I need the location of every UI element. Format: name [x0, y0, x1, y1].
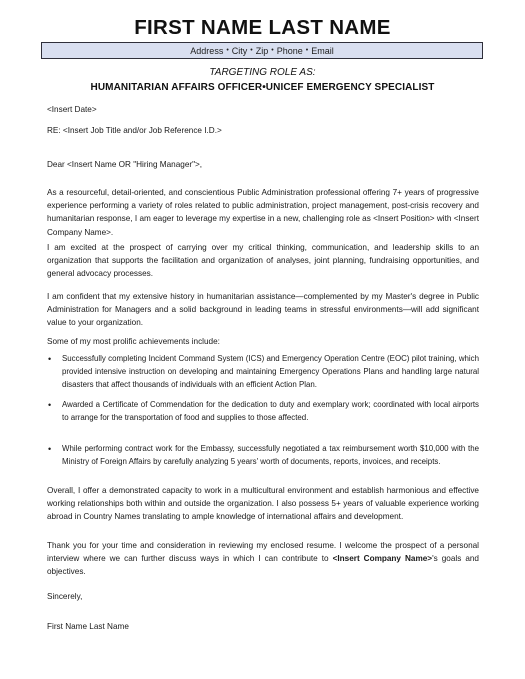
achievement-text: Awarded a Certificate of Commendation for the dedication to duty and exemplary work; coordinated with local airports to arrange for the transportation of food and supplies to those affected.: [62, 400, 479, 422]
contact-phone: Phone: [276, 45, 303, 56]
letter-date: <Insert Date>: [47, 105, 97, 114]
achievement-text: While performing contract work for the Embassy, successfully negotiated a tax reimbursement worth $10,000 with the Ministry of Foreign Affairs by carefully analyzing 5 years' worth of documents, reports, invoices, and receipts.: [62, 444, 479, 466]
achievements-list: [47, 353, 479, 391]
paragraph-overall: Overall, I offer a demonstrated capacity to work in a multicultural environment and establish harmonious and effective working relationships both within and outside the organization. I also possess 5+ years of valuable experience working abroad in Country Names translating to ample knowledge of international affairs and development.: [47, 486, 479, 522]
contact-separator: •: [305, 47, 309, 54]
achievement-text: Successfully completing Incident Command System (ICS) and Emergency Operation Centre (EOC) pilot training, which provided intensive instruction on developing and maintaining Emergency Operations Plans and handling large natural disasters that affect thousands of individuals with an efficient Action Plan.: [62, 354, 479, 389]
contact-email: Email: [311, 45, 334, 56]
contact-separator: •: [250, 47, 253, 54]
bullet-icon: •: [48, 400, 52, 410]
contact-separator: •: [271, 47, 274, 54]
achievement-item: [47, 399, 479, 425]
thank-you-text-end: 's goals and objectives.: [47, 554, 479, 577]
paragraph-thank-you: [47, 539, 479, 579]
achievements-list: [47, 443, 479, 469]
contact-separator: •: [226, 47, 229, 54]
paragraph-skills: I am excited at the prospect of carrying over my critical thinking, communication, and leadership skills to an organization that supports the facilitation and organization of analyses, joint planning, fundraising opportunities, and general advocacy processes.: [47, 243, 479, 279]
paragraph-intro: As a resourceful, detail-oriented, and conscientious Public Administration professional offering 7+ years of progressive experience performing a variety of roles related to public administration, project management, post-crisis recovery and humanitarian response, I am eager to leverage my expertise in a new, challenging role as <Insert Position> with <Insert Company Name>.: [47, 188, 479, 237]
contact-city: City: [231, 45, 248, 56]
applicant-name: FIRST NAME LAST NAME: [134, 16, 391, 39]
bullet-icon: •: [48, 354, 52, 364]
company-placeholder: <Insert Company Name>: [332, 554, 433, 564]
achievement-item: [47, 353, 479, 391]
achievements-intro: Some of my most prolific achievements include:: [47, 337, 220, 346]
thank-you-text: Thank you for your time and consideration in reviewing my enclosed resume. I welcome the prospect of a personal interview where we can further discuss ways in which I can contribute to: [47, 541, 479, 564]
bullet-icon: •: [48, 444, 52, 454]
contact-zip: Zip: [255, 45, 269, 56]
letter-signature: First Name Last Name: [47, 622, 129, 631]
letter-salutation: Dear <Insert Name OR "Hiring Manager">,: [47, 160, 203, 169]
targeting-label: TARGETING ROLE AS:: [209, 67, 316, 78]
contact-bar: [41, 42, 483, 59]
achievement-item: [47, 443, 479, 469]
contact-address: Address: [190, 45, 224, 56]
letter-closing: Sincerely,: [47, 592, 83, 601]
letter-re-line: RE: <Insert Job Title and/or Job Reference I.D.>: [47, 126, 222, 135]
target-roles: HUMANITARIAN AFFAIRS OFFICER•UNICEF EMERGENCY SPECIALIST: [90, 82, 435, 93]
achievements-list: [47, 399, 479, 425]
paragraph-confidence: I am confident that my extensive history in humanitarian assistance—complemented by my Master's degree in Public Administration for Managers and a solid background in leading teams in stressful environments—will add significant value to your organization.: [47, 292, 479, 328]
